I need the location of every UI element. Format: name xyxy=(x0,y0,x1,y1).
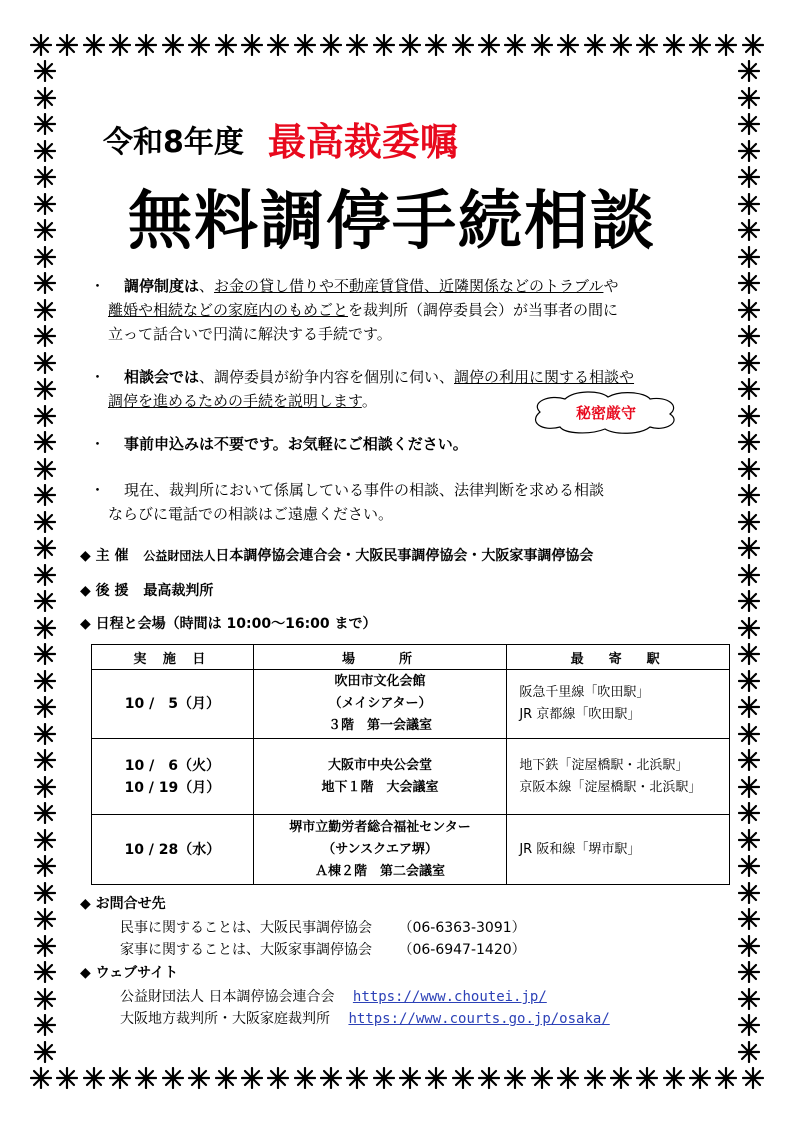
border-ornament-icon xyxy=(320,1067,342,1089)
border-ornament-icon xyxy=(34,1041,56,1063)
bullet-system xyxy=(90,274,730,346)
bullet-line: ならびに電話での相談はご遠慮ください。 xyxy=(108,505,394,523)
bullet-line: 立って話合いで円満に解決する手続です。 xyxy=(108,325,392,343)
border-right xyxy=(734,60,764,1063)
border-ornament-icon xyxy=(34,749,56,771)
year-label: 令和8年度 xyxy=(103,125,244,160)
diamond-icon: ◆ xyxy=(80,583,91,599)
border-ornament-icon xyxy=(557,34,579,56)
border-bottom xyxy=(30,1063,764,1093)
border-ornament-icon xyxy=(34,723,56,745)
bullet-dot-icon: ・ xyxy=(90,481,106,499)
border-ornament-icon xyxy=(738,802,760,824)
station-cell xyxy=(507,739,730,815)
border-ornament-icon xyxy=(109,1067,131,1089)
border-ornament-icon xyxy=(738,749,760,771)
border-ornament-icon xyxy=(34,1014,56,1036)
station-cell xyxy=(507,815,730,885)
border-ornament-icon xyxy=(267,1067,289,1089)
border-ornament-icon xyxy=(738,935,760,957)
date-cell xyxy=(92,815,254,885)
border-ornament-icon xyxy=(636,34,658,56)
border-ornament-icon xyxy=(34,670,56,692)
border-ornament-icon xyxy=(83,34,105,56)
border-ornament-icon xyxy=(610,34,632,56)
bullet-bold: 相談会では xyxy=(124,368,200,386)
border-ornament-icon xyxy=(738,988,760,1010)
border-ornament-icon xyxy=(399,34,421,56)
border-ornament-icon xyxy=(346,34,368,56)
border-ornament-icon xyxy=(373,1067,395,1089)
border-ornament-icon xyxy=(34,696,56,718)
border-ornament-icon xyxy=(34,882,56,904)
border-ornament-icon xyxy=(34,829,56,851)
underlined-text: 調停を進めるための手続を説明します xyxy=(108,392,362,410)
border-ornament-icon xyxy=(34,458,56,480)
border-ornament-icon xyxy=(30,34,52,56)
border-ornament-icon xyxy=(610,1067,632,1089)
border-ornament-icon xyxy=(162,34,184,56)
border-ornament-icon xyxy=(425,34,447,56)
border-ornament-icon xyxy=(742,34,764,56)
border-ornament-icon xyxy=(738,1041,760,1063)
support-value: 最高裁判所 xyxy=(143,583,214,599)
border-ornament-icon xyxy=(34,511,56,533)
text: 。 xyxy=(361,392,377,410)
border-ornament-icon xyxy=(56,34,78,56)
border-ornament-icon xyxy=(34,378,56,400)
border-ornament-icon xyxy=(636,1067,658,1089)
venue-line: 堺市立勤労者総合福祉センター xyxy=(289,819,471,835)
contact-civil xyxy=(120,917,526,937)
website-row-1 xyxy=(120,986,547,1006)
border-ornament-icon xyxy=(373,34,395,56)
column-header: 実 施 日 xyxy=(92,645,254,670)
border-ornament-icon xyxy=(738,829,760,851)
border-ornament-icon xyxy=(34,352,56,374)
table-row xyxy=(92,670,730,739)
border-left xyxy=(30,60,60,1063)
diamond-icon: ◆ xyxy=(80,616,91,632)
border-ornament-icon xyxy=(346,1067,368,1089)
website-org: 公益財団法人 日本調停協会連合会 xyxy=(120,989,335,1005)
border-ornament-icon xyxy=(738,246,760,268)
border-ornament-icon xyxy=(738,458,760,480)
border-ornament-icon xyxy=(452,34,474,56)
border-ornament-icon xyxy=(738,87,760,109)
contact-text: 家事に関することは、大阪家事調停協会 xyxy=(120,942,372,958)
contact-section xyxy=(80,893,166,913)
border-ornament-icon xyxy=(663,34,685,56)
text: 、調停委員が紛争内容を個別に伺い、 xyxy=(199,368,455,386)
column-header: 場 所 xyxy=(253,645,507,670)
bullet-no-reservation xyxy=(90,432,730,456)
contact-text: 民事に関することは、大阪民事調停協会 xyxy=(120,920,372,936)
bullet-bold: 調停制度は xyxy=(124,277,200,295)
bullet-dot-icon: ・ xyxy=(90,368,106,386)
border-ornament-icon xyxy=(663,1067,685,1089)
underlined-text: 離婚や相続などの家庭内のもめごと xyxy=(108,301,349,319)
border-ornament-icon xyxy=(689,34,711,56)
diamond-icon: ◆ xyxy=(80,548,91,564)
border-ornament-icon xyxy=(241,1067,263,1089)
border-ornament-icon xyxy=(738,378,760,400)
title-line xyxy=(103,108,458,163)
border-ornament-icon xyxy=(738,60,760,82)
website-link[interactable]: https://www.courts.go.jp/osaka/ xyxy=(348,1011,610,1027)
contact-phone: （06-6363-3091） xyxy=(398,920,526,936)
border-ornament-icon xyxy=(738,272,760,294)
section-label: お問合せ先 xyxy=(95,896,166,912)
border-ornament-icon xyxy=(738,590,760,612)
schedule-section xyxy=(80,613,377,633)
website-section xyxy=(80,962,178,982)
section-label: ウェブサイト xyxy=(95,965,179,981)
border-ornament-icon xyxy=(34,219,56,241)
schedule-table xyxy=(91,644,730,885)
diamond-icon: ◆ xyxy=(80,896,91,912)
border-ornament-icon xyxy=(34,431,56,453)
border-ornament-icon xyxy=(478,1067,500,1089)
border-ornament-icon xyxy=(34,87,56,109)
border-ornament-icon xyxy=(241,34,263,56)
bullet-bold: 事前申込みは不要です。お気軽にご相談ください。 xyxy=(124,435,468,453)
border-ornament-icon xyxy=(34,961,56,983)
website-row-2 xyxy=(120,1008,610,1028)
venue-line: （サンスクエア堺） xyxy=(322,841,438,857)
border-ornament-icon xyxy=(738,696,760,718)
border-ornament-icon xyxy=(162,1067,184,1089)
border-ornament-icon xyxy=(425,1067,447,1089)
venue-line: 大阪市中央公会堂 xyxy=(328,757,433,773)
border-ornament-icon xyxy=(34,988,56,1010)
border-ornament-icon xyxy=(738,882,760,904)
venue-cell xyxy=(253,815,507,885)
border-ornament-icon xyxy=(399,1067,421,1089)
section-label: 後 援 xyxy=(95,583,129,599)
bullet-dot-icon: ・ xyxy=(90,277,106,295)
border-ornament-icon xyxy=(531,34,553,56)
text: や xyxy=(603,277,619,295)
border-ornament-icon xyxy=(135,34,157,56)
border-ornament-icon xyxy=(34,564,56,586)
venue-line: （メイシアター） xyxy=(328,696,432,711)
bullet-dot-icon: ・ xyxy=(90,435,106,453)
border-ornament-icon xyxy=(738,405,760,427)
underlined-text: お金の貸し借りや不動産賃貸借、近隣関係などのトラブル xyxy=(214,277,604,295)
section-label: 主 催 xyxy=(95,548,129,564)
border-ornament-icon xyxy=(34,405,56,427)
organizer-small: 公益財団法人 xyxy=(143,549,216,563)
border-ornament-icon xyxy=(34,113,56,135)
border-ornament-icon xyxy=(34,776,56,798)
border-ornament-icon xyxy=(738,908,760,930)
venue-cell xyxy=(253,670,507,739)
border-ornament-icon xyxy=(34,166,56,188)
border-ornament-icon xyxy=(738,855,760,877)
border-ornament-icon xyxy=(738,1014,760,1036)
border-ornament-icon xyxy=(34,246,56,268)
border-ornament-icon xyxy=(56,1067,78,1089)
border-ornament-icon xyxy=(188,34,210,56)
date-cell xyxy=(92,670,254,739)
diamond-icon: ◆ xyxy=(80,965,91,981)
border-ornament-icon xyxy=(267,34,289,56)
border-ornament-icon xyxy=(738,431,760,453)
border-ornament-icon xyxy=(34,617,56,639)
border-ornament-icon xyxy=(215,1067,237,1089)
venue-line: ３階 第一会議室 xyxy=(328,718,433,733)
border-ornament-icon xyxy=(294,34,316,56)
border-ornament-icon xyxy=(135,1067,157,1089)
border-ornament-icon xyxy=(452,1067,474,1089)
main-title: 無料調停手続相談 xyxy=(128,185,656,259)
border-ornament-icon xyxy=(215,34,237,56)
station-line: JR 阪和線「堺市駅」 xyxy=(519,841,641,857)
border-ornament-icon xyxy=(34,855,56,877)
date: 10 / 6（火） xyxy=(124,757,220,774)
badge-text: 秘密厳守 xyxy=(575,404,637,422)
border-ornament-icon xyxy=(738,776,760,798)
border-ornament-icon xyxy=(738,670,760,692)
border-ornament-icon xyxy=(738,961,760,983)
border-ornament-icon xyxy=(738,564,760,586)
station-line: 地下鉄「淀屋橋駅・北浜駅」 xyxy=(519,757,689,773)
table-row xyxy=(92,815,730,885)
sponsor-flag: 最高裁委嘱 xyxy=(267,120,458,164)
border-top xyxy=(30,30,764,60)
border-ornament-icon xyxy=(34,60,56,82)
border-ornament-icon xyxy=(34,590,56,612)
support-section xyxy=(80,580,213,600)
border-ornament-icon xyxy=(738,617,760,639)
border-ornament-icon xyxy=(504,1067,526,1089)
venue-line: 吹田市文化会館 xyxy=(334,674,426,689)
border-ornament-icon xyxy=(738,299,760,321)
table-row xyxy=(92,739,730,815)
border-ornament-icon xyxy=(584,34,606,56)
border-ornament-icon xyxy=(34,484,56,506)
border-ornament-icon xyxy=(34,802,56,824)
station-line: 京阪本線「淀屋橋駅・北浜駅」 xyxy=(519,779,702,795)
station-line: JR 京都線「吹田駅」 xyxy=(519,707,641,722)
border-ornament-icon xyxy=(83,1067,105,1089)
border-ornament-icon xyxy=(294,1067,316,1089)
website-link[interactable]: https://www.choutei.jp/ xyxy=(352,989,547,1005)
border-ornament-icon xyxy=(738,643,760,665)
organizer-section xyxy=(80,545,593,565)
border-ornament-icon xyxy=(738,511,760,533)
bullet-notice xyxy=(90,478,730,526)
date: 10 / 28（水） xyxy=(124,841,221,858)
border-ornament-icon xyxy=(584,1067,606,1089)
border-ornament-icon xyxy=(34,272,56,294)
border-ornament-icon xyxy=(742,1067,764,1089)
border-ornament-icon xyxy=(715,34,737,56)
column-header: 最 寄 駅 xyxy=(507,645,730,670)
border-ornament-icon xyxy=(738,352,760,374)
date-cell xyxy=(92,739,254,815)
contact-family xyxy=(120,939,526,959)
station-line: 阪急千里線「吹田駅」 xyxy=(519,685,650,700)
date: 10 / 5（月） xyxy=(124,696,220,712)
section-label: 日程と会場（時間は 10:00～16:00 まで） xyxy=(95,616,377,632)
border-ornament-icon xyxy=(738,325,760,347)
venue-line: Ａ棟２階 第二会議室 xyxy=(315,863,446,879)
border-ornament-icon xyxy=(34,908,56,930)
border-ornament-icon xyxy=(738,537,760,559)
date: 10 / 19（月） xyxy=(124,779,221,796)
border-ornament-icon xyxy=(34,537,56,559)
border-ornament-icon xyxy=(715,1067,737,1089)
border-ornament-icon xyxy=(689,1067,711,1089)
border-ornament-icon xyxy=(34,193,56,215)
contact-phone: （06-6947-1420） xyxy=(398,942,526,958)
bullet-line xyxy=(90,298,730,322)
border-ornament-icon xyxy=(478,34,500,56)
station-cell xyxy=(507,670,730,739)
text: を裁判所（調停委員会）が当事者の間に xyxy=(348,301,619,319)
border-ornament-icon xyxy=(738,723,760,745)
border-ornament-icon xyxy=(738,140,760,162)
border-ornament-icon xyxy=(34,325,56,347)
border-ornament-icon xyxy=(188,1067,210,1089)
border-ornament-icon xyxy=(30,1067,52,1089)
border-ornament-icon xyxy=(738,166,760,188)
border-ornament-icon xyxy=(34,643,56,665)
website-org: 大阪地方裁判所・大阪家庭裁判所 xyxy=(120,1011,330,1027)
border-ornament-icon xyxy=(109,34,131,56)
border-ornament-icon xyxy=(738,484,760,506)
border-ornament-icon xyxy=(34,140,56,162)
secrecy-badge xyxy=(520,390,695,435)
border-ornament-icon xyxy=(34,299,56,321)
border-ornament-icon xyxy=(738,113,760,135)
border-ornament-icon xyxy=(557,1067,579,1089)
text: 現在、裁判所において係属している事件の相談、法律判断を求める相談 xyxy=(124,481,605,499)
text: 、 xyxy=(199,277,215,295)
venue-cell xyxy=(253,739,507,815)
organizer-value: 日本調停協会連合会・大阪民事調停協会・大阪家事調停協会 xyxy=(215,548,594,564)
border-ornament-icon xyxy=(738,219,760,241)
border-ornament-icon xyxy=(738,193,760,215)
border-ornament-icon xyxy=(320,34,342,56)
border-ornament-icon xyxy=(531,1067,553,1089)
border-ornament-icon xyxy=(504,34,526,56)
table-header-row xyxy=(92,645,730,670)
border-ornament-icon xyxy=(34,935,56,957)
underlined-text: 調停の利用に関する相談や xyxy=(454,368,635,386)
venue-line: 地下１階 大会議室 xyxy=(321,779,439,795)
